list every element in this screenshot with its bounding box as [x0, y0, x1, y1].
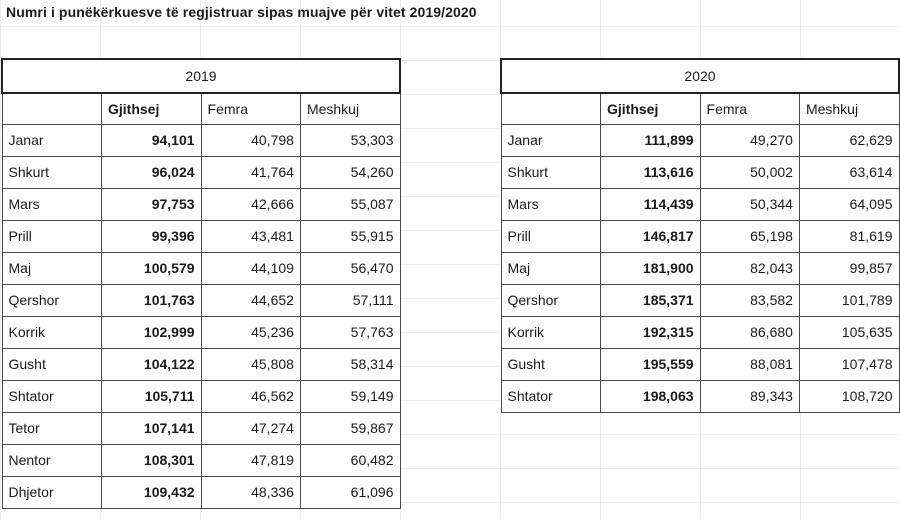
male-cell[interactable]: 54,260 [300, 156, 400, 188]
header-femra[interactable]: Femra [700, 93, 799, 124]
total-cell[interactable]: 111,899 [601, 124, 701, 156]
table-row [2, 188, 400, 220]
year-header-2019[interactable]: 2019 [2, 59, 400, 93]
table-row [501, 188, 899, 220]
total-cell[interactable]: 107,141 [102, 412, 202, 444]
female-cell[interactable]: 41,764 [201, 156, 300, 188]
male-cell[interactable]: 108,720 [799, 380, 899, 412]
male-cell[interactable]: 57,763 [300, 316, 400, 348]
table-row [2, 380, 400, 412]
table-2020 [500, 58, 900, 413]
male-cell[interactable]: 57,111 [300, 284, 400, 316]
male-cell[interactable]: 59,867 [300, 412, 400, 444]
total-cell[interactable]: 101,763 [102, 284, 202, 316]
header-meshkuj[interactable]: Meshkuj [300, 93, 400, 124]
male-cell[interactable]: 99,857 [799, 252, 899, 284]
month-cell[interactable]: Prill [501, 220, 601, 252]
table-row [501, 316, 899, 348]
female-cell[interactable]: 45,236 [201, 316, 300, 348]
total-cell[interactable]: 99,396 [102, 220, 202, 252]
female-cell[interactable]: 89,343 [700, 380, 799, 412]
female-cell[interactable]: 48,336 [201, 476, 300, 508]
male-cell[interactable]: 59,149 [300, 380, 400, 412]
header-gjithsej[interactable]: Gjithsej [102, 93, 202, 124]
table-row [501, 252, 899, 284]
male-cell[interactable]: 56,470 [300, 252, 400, 284]
month-cell[interactable]: Gusht [501, 348, 601, 380]
header-gjithsej[interactable]: Gjithsej [601, 93, 701, 124]
month-cell[interactable]: Janar [501, 124, 601, 156]
month-cell[interactable]: Prill [2, 220, 102, 252]
table-row [2, 476, 400, 508]
total-cell[interactable]: 105,711 [102, 380, 202, 412]
female-cell[interactable]: 86,680 [700, 316, 799, 348]
total-cell[interactable]: 185,371 [601, 284, 701, 316]
table-row [501, 124, 899, 156]
table-row [501, 284, 899, 316]
month-cell[interactable]: Maj [501, 252, 601, 284]
table-row [501, 380, 899, 412]
table-2019 [1, 58, 401, 509]
female-cell[interactable]: 44,652 [201, 284, 300, 316]
table-row [2, 316, 400, 348]
month-cell[interactable]: Shtator [501, 380, 601, 412]
total-cell[interactable]: 113,616 [601, 156, 701, 188]
month-cell[interactable]: Shkurt [501, 156, 601, 188]
male-cell[interactable]: 64,095 [799, 188, 899, 220]
month-cell[interactable]: Nentor [2, 444, 102, 476]
female-cell[interactable]: 49,270 [700, 124, 799, 156]
table-row [2, 124, 400, 156]
female-cell[interactable]: 46,562 [201, 380, 300, 412]
month-cell[interactable]: Korrik [501, 316, 601, 348]
female-cell[interactable]: 47,274 [201, 412, 300, 444]
total-cell[interactable]: 198,063 [601, 380, 701, 412]
female-cell[interactable]: 43,481 [201, 220, 300, 252]
table-row [501, 156, 899, 188]
male-cell[interactable]: 107,478 [799, 348, 899, 380]
total-cell[interactable]: 181,900 [601, 252, 701, 284]
total-cell[interactable]: 96,024 [102, 156, 202, 188]
table-row [2, 284, 400, 316]
total-cell[interactable]: 109,432 [102, 476, 202, 508]
table-row [2, 156, 400, 188]
month-cell[interactable]: Qershor [2, 284, 102, 316]
female-cell[interactable]: 47,819 [201, 444, 300, 476]
female-cell[interactable]: 50,344 [700, 188, 799, 220]
total-cell[interactable]: 97,753 [102, 188, 202, 220]
table-row [2, 348, 400, 380]
header-empty-cell[interactable] [501, 93, 601, 124]
month-cell[interactable]: Gusht [2, 348, 102, 380]
header-meshkuj[interactable]: Meshkuj [799, 93, 899, 124]
male-cell[interactable]: 61,096 [300, 476, 400, 508]
total-cell[interactable]: 100,579 [102, 252, 202, 284]
male-cell[interactable]: 58,314 [300, 348, 400, 380]
male-cell[interactable]: 62,629 [799, 124, 899, 156]
total-cell[interactable]: 146,817 [601, 220, 701, 252]
month-cell[interactable]: Qershor [501, 284, 601, 316]
month-cell[interactable]: Korrik [2, 316, 102, 348]
header-femra[interactable]: Femra [201, 93, 300, 124]
female-cell[interactable]: 83,582 [700, 284, 799, 316]
month-cell[interactable]: Mars [501, 188, 601, 220]
month-cell[interactable]: Shkurt [2, 156, 102, 188]
male-cell[interactable]: 60,482 [300, 444, 400, 476]
table-row [2, 220, 400, 252]
table-row [2, 412, 400, 444]
female-cell[interactable]: 42,666 [201, 188, 300, 220]
female-cell[interactable]: 50,002 [700, 156, 799, 188]
male-cell[interactable]: 55,087 [300, 188, 400, 220]
month-cell[interactable]: Shtator [2, 380, 102, 412]
total-cell[interactable]: 195,559 [601, 348, 701, 380]
female-cell[interactable]: 82,043 [700, 252, 799, 284]
table-row [501, 220, 899, 252]
total-cell[interactable]: 104,122 [102, 348, 202, 380]
female-cell[interactable]: 65,198 [700, 220, 799, 252]
total-cell[interactable]: 192,315 [601, 316, 701, 348]
table-row [2, 252, 400, 284]
month-cell[interactable]: Dhjetor [2, 476, 102, 508]
month-cell[interactable]: Tetor [2, 412, 102, 444]
total-cell[interactable]: 102,999 [102, 316, 202, 348]
month-cell[interactable]: Maj [2, 252, 102, 284]
male-cell[interactable]: 101,789 [799, 284, 899, 316]
total-cell[interactable]: 94,101 [102, 124, 202, 156]
total-cell[interactable]: 108,301 [102, 444, 202, 476]
male-cell[interactable]: 53,303 [300, 124, 400, 156]
total-cell[interactable]: 114,439 [601, 188, 701, 220]
year-header-2020[interactable]: 2020 [501, 59, 899, 93]
female-cell[interactable]: 45,808 [201, 348, 300, 380]
header-empty-cell[interactable] [2, 93, 102, 124]
male-cell[interactable]: 81,619 [799, 220, 899, 252]
male-cell[interactable]: 63,614 [799, 156, 899, 188]
table-row [501, 348, 899, 380]
male-cell[interactable]: 105,635 [799, 316, 899, 348]
sheet-title: Numri i punëkërkuesve të regjistruar sipas muajve për vitet 2019/2020 [6, 4, 477, 20]
female-cell[interactable]: 44,109 [201, 252, 300, 284]
female-cell[interactable]: 40,798 [201, 124, 300, 156]
female-cell[interactable]: 88,081 [700, 348, 799, 380]
male-cell[interactable]: 55,915 [300, 220, 400, 252]
table-row [2, 444, 400, 476]
month-cell[interactable]: Mars [2, 188, 102, 220]
month-cell[interactable]: Janar [2, 124, 102, 156]
